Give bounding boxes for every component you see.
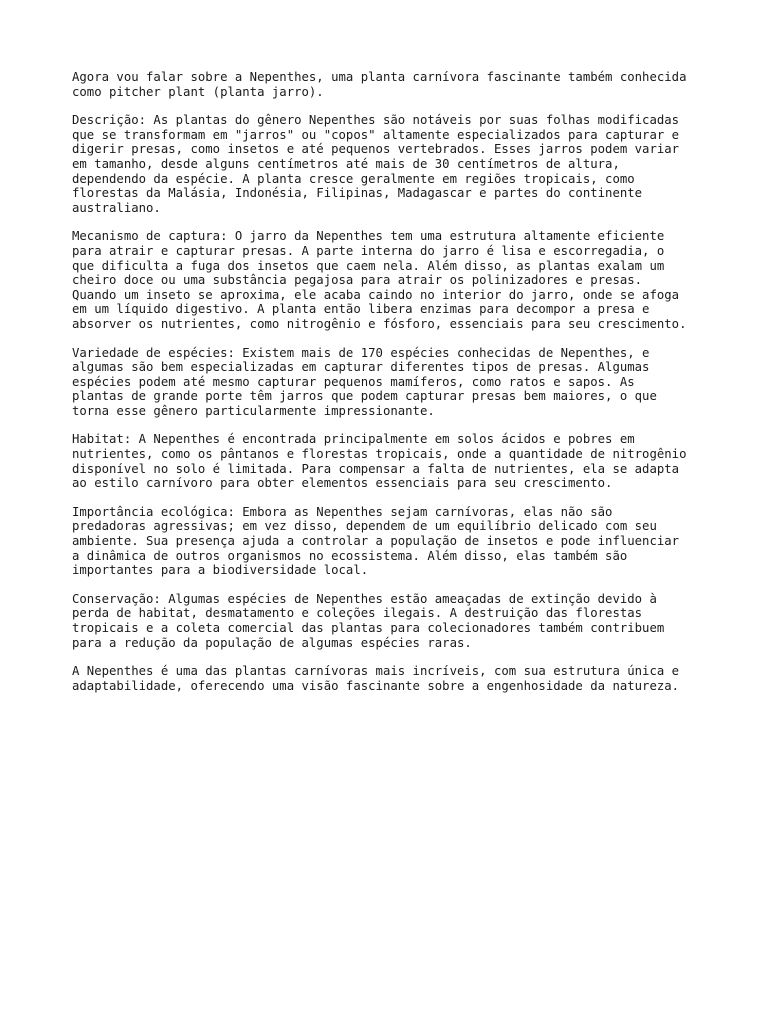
paragraph-descricao: Descrição: As plantas do gênero Nepenthes são notáveis por suas folhas modificadas que se transformam em "jarros" ou "copos" altamente especializados para capturar e digerir presas, como insetos e até pequenos vertebrados. Esses jarros podem variar em tamanho, desde alguns centímetros até mais de 30 centímetros de altura, dependendo da espécie. A planta cresce geralmente em regiões tropicais, como florestas da Malásia, Indonésia, Filipinas, Madagascar e partes do continente australiano.: [72, 113, 680, 215]
paragraph-variedade: Variedade de espécies: Existem mais de 170 espécies conhecidas de Nepenthes, e algumas são bem especializadas em capturar diferentes tipos de presas. Algumas espécies podem até mesmo capturar pequenos mamíferos, como ratos e sapos. As plantas de grande porte têm jarros que podem capturar presas bem maiores, o que torna esse gênero particularmente impressionante.: [72, 345, 657, 418]
paragraph-intro: Agora vou falar sobre a Nepenthes, uma planta carnívora fascinante também conhecida como pitcher plant (planta jarro).: [72, 70, 687, 99]
paragraph-conclusao: A Nepenthes é uma das plantas carnívoras mais incríveis, com sua estrutura única e adaptabilidade, oferecendo uma visão fascinante sobre a engenhosidade da natureza.: [72, 664, 680, 693]
paragraph-importancia: Importância ecológica: Embora as Nepenthes sejam carnívoras, elas não são predadoras agressivas; em vez disso, dependem de um equilíbrio delicado com seu ambiente. Sua presença ajuda a controlar a população de insetos e pode influenciar a dinâmica de outros organismos no ecossistema. Além disso, elas também são importantes para a biodiversidade local.: [72, 504, 680, 578]
document-body: [72, 70, 704, 707]
paragraph-habitat: Habitat: A Nepenthes é encontrada principalmente em solos ácidos e pobres em nutrientes, como os pântanos e florestas tropicais, onde a quantidade de nitrogênio disponível no solo é limitada. Para compensar a falta de nutrientes, ela se adapta ao estilo carnívoro para obter elementos essenciais para seu crescimento.: [72, 432, 687, 491]
paragraph-mecanismo: Mecanismo de captura: O jarro da Nepenthes tem uma estrutura altamente eficiente para atrair e capturar presas. A parte interna do jarro é lisa e escorregadia, o que dificulta a fuga dos insetos que caem nela. Além disso, as plantas exalam um cheiro doce ou uma substância pegajosa para atrair os polinizadores e presas. Quando um inseto se aproxima, ele acaba caindo no interior do jarro, onde se afoga em um líquido digestivo. A planta então libera enzimas para decompor a presa e absorver os nutrientes, como nitrogênio e fósforo, essenciais para seu crescimento.: [72, 229, 687, 331]
paragraph-conservacao: Conservação: Algumas espécies de Nepenthes estão ameaçadas de extinção devido à perda de habitat, desmatamento e coleções ilegais. A destruição das florestas tropicais e a coleta comercial das plantas para colecionadores também contribuem para a redução da população de algumas espécies raras.: [72, 591, 665, 650]
